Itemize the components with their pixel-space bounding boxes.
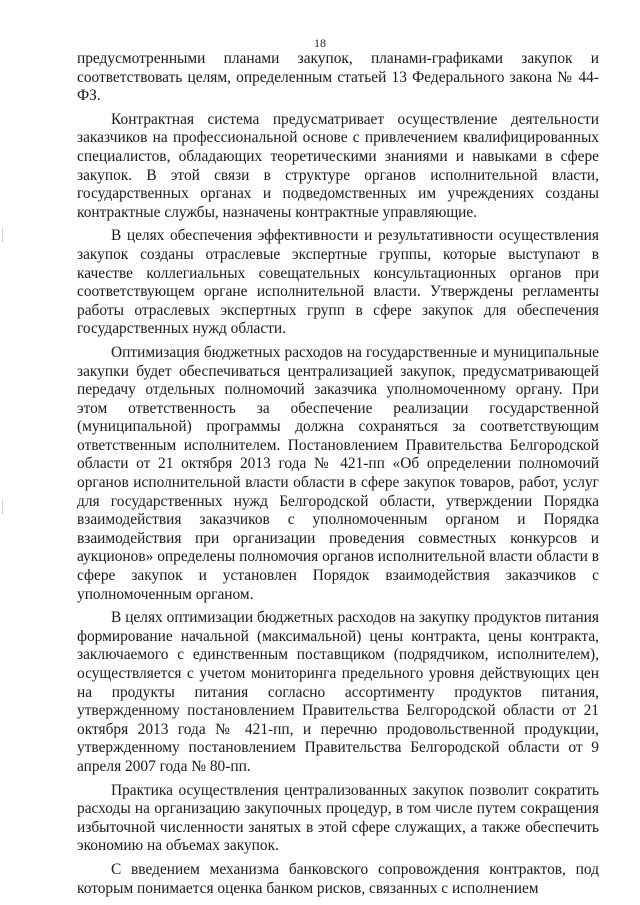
paragraph-expert-groups: В целях обеспечения эффективности и результативности осуществления закупок созданы отраслевые экспертные группы, которые выступают в качестве коллегиальных совещательных консультационных органов при соответствующем органе исполнительной власти. Утверждены регламенты работы отраслевых экспертных групп в сфере закупок для обеспечения государственных нужд области. [77, 227, 599, 338]
page-number: 18 [314, 36, 326, 50]
paragraph-continuation: предусмотренными планами закупок, планами-графиками закупок и соответствовать целям, определенным статьей 13 Федерального закона № 44-ФЗ. [77, 50, 599, 105]
scan-edge-mark [2, 500, 3, 514]
document-body [77, 50, 599, 898]
scan-edge-mark [2, 228, 3, 242]
paragraph-bank-support: С введением механизма банковского сопровождения контрактов, под которым понимается оценка банком рисков, связанных с исполнением [77, 860, 599, 897]
paragraph-budget-optimization: Оптимизация бюджетных расходов на государственные и муниципальные закупки будет обеспечиваться централизацией закупок, предусматривающей передачу отдельных полномочий заказчика уполномоченному органу. При этом ответственность за обеспечение реализации государственной (муниципальной) программы должна сохраняться за соответствующим ответственным исполнителем. Постановлением Правительства Белгородской области от 21 октября 2013 года № 421-пп «Об определении полномочий органов исполнительной власти области в сфере закупок товаров, работ, услуг для государственных нужд Белгородской области, утверждении Порядка взаимодействия заказчиков с уполномоченным органом и Порядка взаимодействия при организации проведения совместных конкурсов и аукционов» определены полномочия органов исполнительной власти области в сфере закупок и установлен Порядок взаимодействия заказчиков с уполномоченным органом. [77, 343, 599, 603]
paragraph-food-procurement: В целях оптимизации бюджетных расходов на закупку продуктов питания формирование начальной (максимальной) цены контракта, цены контракта, заключаемого с единственным поставщиком (подрядчиком, исполнителем), осуществляется с учетом мониторинга предельного уровня действующих цен на продукты питания согласно ассортименту продуктов питания, утвержденному постановлением Правительства Белгородской области от 21 октября 2013 года № 421-пп, и перечню продовольственной продукции, утвержденному постановлением Правительства Белгородской области от 9 апреля 2007 года № 80-пп. [77, 609, 599, 775]
paragraph-contract-system: Контрактная система предусматривает осуществление деятельности заказчиков на профессиональной основе с привлечением квалифицированных специалистов, обладающих теоретическими знаниями и навыками в сфере закупок. В этой связи в структуре органов исполнительной власти, государственных органах и подведомственных им учреждениях созданы контрактные службы, назначены контрактные управляющие. [77, 110, 599, 221]
paragraph-centralized-procurement: Практика осуществления централизованных закупок позволит сократить расходы на организацию закупочных процедур, в том числе путем сокращения избыточной численности занятых в этой сфере служащих, а также обеспечить экономию на объемах закупок. [77, 781, 599, 855]
